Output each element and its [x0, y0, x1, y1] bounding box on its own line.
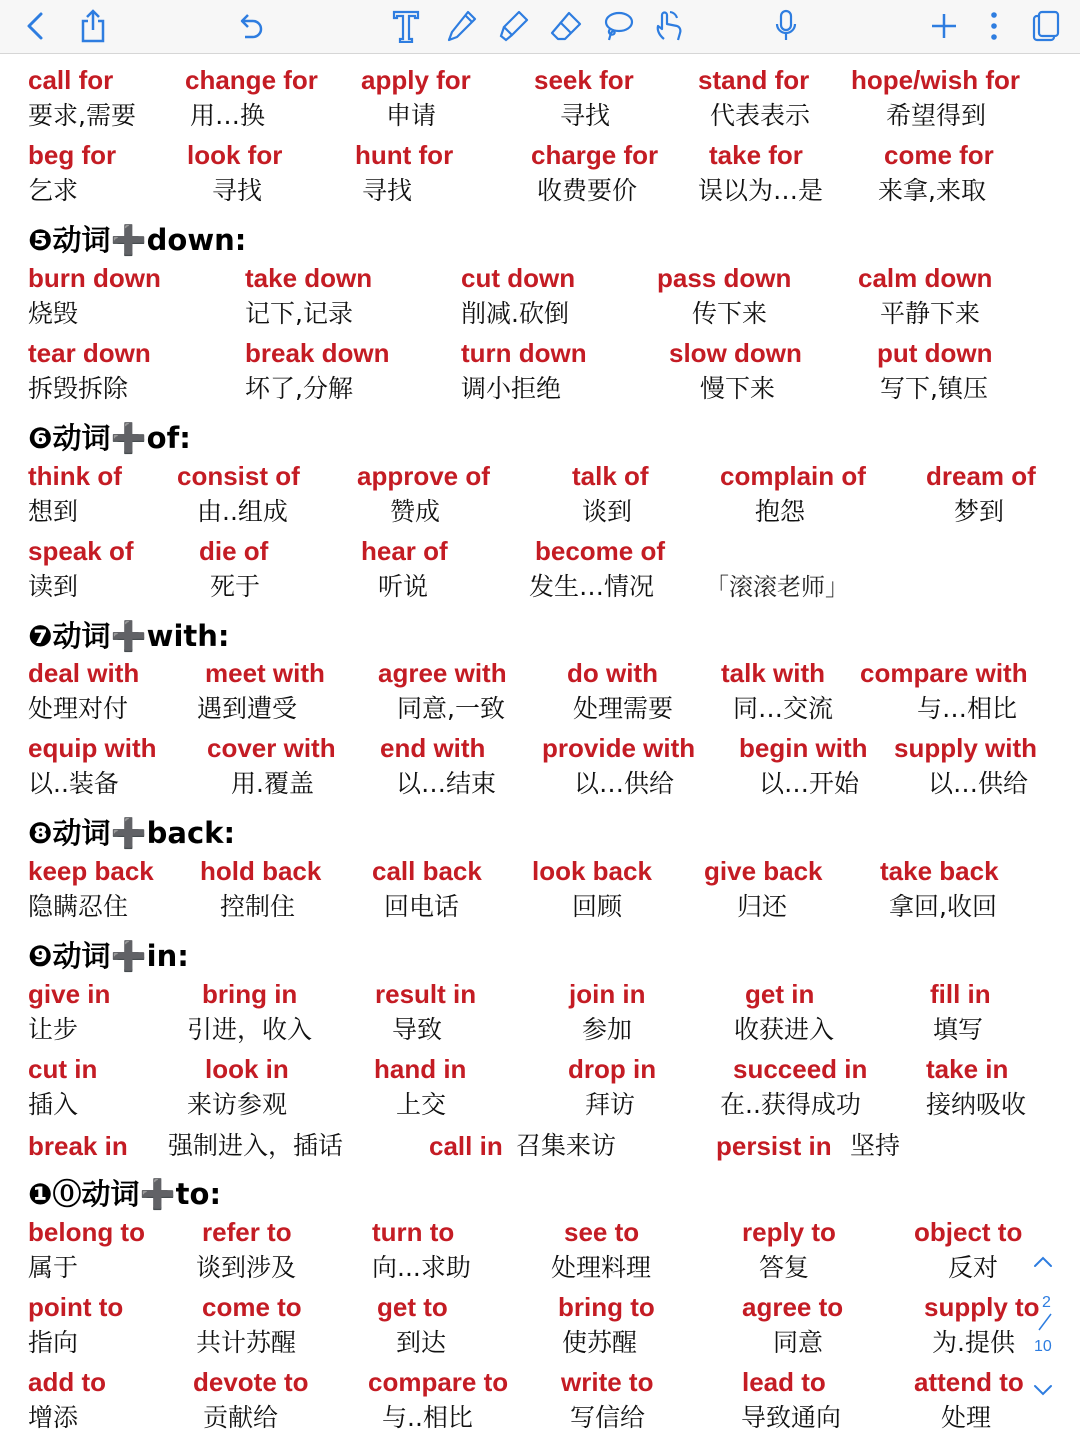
meaning-row	[0, 1012, 1080, 1048]
phrase-term: persist in	[716, 1131, 832, 1161]
section-heading: ❺动词➕down:	[28, 223, 247, 257]
phrase-term: slow down	[669, 338, 802, 368]
phrase-term: compare with	[860, 658, 1028, 688]
phrase-term: hunt for	[355, 140, 454, 170]
phrase-term: take for	[709, 140, 803, 170]
phrase-term: fill in	[930, 979, 991, 1009]
phrase-meaning: 传下来	[692, 299, 768, 328]
current-page-number: 2	[1042, 1294, 1051, 1311]
phrase-term: agree to	[742, 1292, 844, 1322]
back-icon[interactable]	[18, 6, 52, 46]
phrase-meaning: 以..装备	[28, 769, 119, 798]
phrase-term: cut down	[461, 263, 576, 293]
phrase-term: call for	[28, 65, 114, 95]
phrase-meaning: 在..获得成功	[720, 1090, 861, 1119]
phrase-term: attend to	[914, 1367, 1024, 1397]
phrase-meaning: 参加	[582, 1015, 633, 1044]
phrase-meaning: 代表表示	[710, 101, 811, 130]
hand-touch-icon[interactable]	[650, 6, 688, 46]
phrase-term: bring to	[558, 1292, 655, 1322]
phrase-row	[0, 1289, 1080, 1325]
phrase-row	[0, 1051, 1080, 1087]
phrase-meaning: 召集来访	[516, 1131, 617, 1160]
phrase-term: devote to	[193, 1367, 309, 1397]
phrase-meaning: 使苏醒	[562, 1328, 638, 1357]
meaning-row	[0, 1325, 1080, 1361]
phrase-meaning: 抱怨	[755, 497, 806, 526]
phrase-term: think of	[28, 461, 122, 491]
phrase-term: bring in	[202, 979, 298, 1009]
phrase-term: call back	[372, 856, 482, 886]
phrase-row	[0, 976, 1080, 1012]
phrase-term: point to	[28, 1292, 124, 1322]
phrase-term: complain of	[720, 461, 866, 491]
phrase-meaning: 属于	[28, 1253, 79, 1282]
phrase-term: dream of	[926, 461, 1036, 491]
phrase-meaning: 听说	[378, 572, 429, 601]
phrase-meaning: 收获进入	[734, 1015, 835, 1044]
phrase-meaning: 赞成	[390, 497, 441, 526]
phrase-meaning: 乞求	[28, 176, 79, 205]
phrase-meaning: 读到	[28, 572, 79, 601]
pen-icon[interactable]	[444, 6, 480, 46]
phrase-meaning: 坏了,分解	[245, 374, 353, 403]
phrase-meaning: 由..组成	[197, 497, 288, 526]
phrase-meaning: 来拿,来取	[878, 176, 986, 205]
phrase-term: give back	[704, 856, 823, 886]
undo-icon[interactable]	[230, 6, 270, 46]
phrase-term: come to	[202, 1292, 302, 1322]
phrase-term: provide with	[542, 733, 696, 763]
lasso-icon[interactable]	[598, 6, 638, 46]
phrase-term: result in	[375, 979, 477, 1009]
phrase-term: calm down	[858, 263, 993, 293]
phrase-meaning: 申请	[386, 101, 437, 130]
phrase-meaning: 插入	[28, 1090, 79, 1119]
phrase-term: keep back	[28, 856, 154, 886]
page-divider-icon	[1036, 1312, 1054, 1332]
phrase-meaning: 处理需要	[573, 694, 674, 723]
phrase-term: call in	[429, 1131, 503, 1161]
phrase-row	[0, 730, 1080, 766]
phrase-meaning: 增添	[28, 1403, 79, 1432]
phrase-term: refer to	[202, 1217, 292, 1247]
phrase-row	[0, 260, 1080, 296]
meaning-row	[0, 173, 1080, 209]
phrase-term: drop in	[568, 1054, 657, 1084]
phrase-meaning: 寻找	[212, 176, 263, 205]
phrase-term: seek for	[534, 65, 634, 95]
phrase-term: supply to	[924, 1292, 1040, 1322]
phrase-term: write to	[561, 1367, 654, 1397]
phrase-term: talk of	[572, 461, 649, 491]
phrase-term: hear of	[361, 536, 448, 566]
phrase-term: join in	[569, 979, 646, 1009]
phrase-row	[0, 533, 1080, 569]
phrase-term: compare to	[368, 1367, 509, 1397]
phrase-meaning: 拿回,收回	[889, 892, 997, 921]
phrase-meaning: 误以为…是	[698, 176, 824, 205]
phrase-meaning: 强制进入，插话	[168, 1131, 344, 1160]
phrase-row	[0, 853, 1080, 889]
phrase-meaning: 处理料理	[551, 1253, 652, 1282]
meaning-row	[0, 766, 1080, 802]
text-tool-icon[interactable]	[388, 6, 424, 46]
phrase-term: look in	[205, 1054, 289, 1084]
phrase-meaning: 与…相比	[917, 694, 1018, 723]
phrase-term: approve of	[357, 461, 490, 491]
phrase-term: end with	[380, 733, 486, 763]
phrase-meaning: 贡献给	[203, 1403, 279, 1432]
meaning-row	[0, 569, 1080, 605]
phrase-meaning: 与..相比	[382, 1403, 473, 1432]
phrase-meaning: 同意,一致	[397, 694, 505, 723]
section-heading: ❻动词➕of:	[28, 421, 191, 455]
phrase-meaning: 坚持	[850, 1131, 901, 1160]
phrase-meaning: 导致通向	[741, 1403, 842, 1432]
phrase-meaning: 控制住	[220, 892, 296, 921]
toolbar	[0, 0, 1080, 54]
phrase-meaning: 反对	[948, 1253, 999, 1282]
phrase-meaning: 拆毁拆除	[28, 374, 129, 403]
phrase-term: reply to	[742, 1217, 836, 1247]
phrase-meaning: 记下,记录	[245, 299, 353, 328]
more-icon[interactable]	[982, 6, 1006, 46]
phrase-meaning: 同意	[773, 1328, 824, 1357]
phrase-meaning: 用…换	[190, 101, 266, 130]
phrase-meaning: 调小拒绝	[461, 374, 562, 403]
phrase-term: change for	[185, 65, 318, 95]
phrase-meaning: 上交	[396, 1090, 447, 1119]
phrase-term: equip with	[28, 733, 157, 763]
meaning-row	[0, 371, 1080, 407]
author-watermark: 「滚滚老师」	[705, 573, 849, 601]
phrase-meaning: 写信给	[570, 1403, 646, 1432]
phrase-term: hope/wish for	[851, 65, 1020, 95]
phrase-term: see to	[564, 1217, 640, 1247]
phrase-term: supply with	[894, 733, 1037, 763]
phrase-term: turn to	[372, 1217, 455, 1247]
phrase-term: stand for	[698, 65, 810, 95]
phrase-meaning: 以…供给	[928, 769, 1029, 798]
phrase-meaning: 要求,需要	[28, 101, 136, 130]
note-page[interactable]	[0, 56, 1080, 1440]
phrase-term: add to	[28, 1367, 106, 1397]
page-down-icon[interactable]	[1032, 1382, 1054, 1398]
phrase-meaning: 同…交流	[733, 694, 834, 723]
phrase-meaning: 导致	[392, 1015, 443, 1044]
phrase-term: beg for	[28, 140, 117, 170]
highlighter-icon[interactable]	[496, 6, 532, 46]
phrase-row	[0, 458, 1080, 494]
eraser-icon[interactable]	[548, 6, 584, 46]
phrase-meaning: 谈到	[582, 497, 633, 526]
meaning-row	[0, 494, 1080, 530]
phrase-meaning: 烧毁	[28, 299, 79, 328]
phrase-term: come for	[884, 140, 994, 170]
phrase-meaning: 寻找	[362, 176, 413, 205]
meaning-row	[0, 889, 1080, 925]
phrase-term: speak of	[28, 536, 134, 566]
phrase-meaning: 想到	[28, 497, 79, 526]
phrase-term: take down	[245, 263, 373, 293]
phrase-term: turn down	[461, 338, 587, 368]
phrase-meaning: 归还	[737, 892, 788, 921]
phrase-term: object to	[914, 1217, 1023, 1247]
phrase-meaning: 填写	[933, 1015, 984, 1044]
phrase-term: tear down	[28, 338, 151, 368]
phrase-meaning: 以…开始	[759, 769, 860, 798]
phrase-meaning: 接纳吸收	[926, 1090, 1027, 1119]
phrase-term: give in	[28, 979, 111, 1009]
phrase-term: break in	[28, 1131, 128, 1161]
phrase-term: do with	[567, 658, 658, 688]
phrase-meaning: 削减.砍倒	[461, 299, 569, 328]
phrase-meaning: 谈到涉及	[196, 1253, 297, 1282]
phrase-term: lead to	[742, 1367, 826, 1397]
phrase-term: consist of	[177, 461, 300, 491]
phrase-term: charge for	[531, 140, 659, 170]
phrase-meaning: 寻找	[560, 101, 611, 130]
phrase-meaning: 处理对付	[28, 694, 129, 723]
phrase-meaning: 以…供给	[574, 769, 675, 798]
phrase-term: become of	[535, 536, 666, 566]
phrase-term: cut in	[28, 1054, 98, 1084]
phrase-term: talk with	[721, 658, 826, 688]
phrase-term: burn down	[28, 263, 161, 293]
section-heading: ❼动词➕with:	[28, 619, 230, 653]
inline-phrase-row	[0, 1128, 1080, 1164]
meaning-row	[0, 691, 1080, 727]
phrase-meaning: 遇到遭受	[197, 694, 298, 723]
phrase-term: get in	[745, 979, 815, 1009]
section-heading: ❶⓪动词➕to:	[28, 1177, 222, 1211]
phrase-meaning: 写下,镇压	[880, 374, 988, 403]
microphone-icon[interactable]	[768, 6, 804, 46]
phrase-row	[0, 1214, 1080, 1250]
phrase-term: hand in	[374, 1054, 467, 1084]
phrase-row	[0, 1364, 1080, 1400]
phrase-meaning: 以…结束	[396, 769, 497, 798]
phrase-term: look for	[187, 140, 283, 170]
phrase-meaning: 共计苏醒	[196, 1328, 297, 1357]
page-indicator[interactable]	[1022, 1240, 1066, 1410]
share-icon[interactable]	[76, 6, 110, 46]
phrase-term: belong to	[28, 1217, 145, 1247]
phrase-meaning: 让步	[28, 1015, 79, 1044]
phrase-term: die of	[199, 536, 269, 566]
phrase-meaning: 答复	[759, 1253, 810, 1282]
pages-icon[interactable]	[1026, 6, 1066, 46]
phrase-row	[0, 137, 1080, 173]
phrase-term: put down	[877, 338, 993, 368]
phrase-meaning: 来访参观	[187, 1090, 288, 1119]
phrase-meaning: 回顾	[572, 892, 623, 921]
phrase-term: pass down	[657, 263, 792, 293]
phrase-term: cover with	[207, 733, 336, 763]
phrase-term: meet with	[205, 658, 325, 688]
phrase-term: break down	[245, 338, 390, 368]
phrase-meaning: 隐瞒忍住	[28, 892, 129, 921]
phrase-meaning: 到达	[396, 1328, 447, 1357]
meaning-row	[0, 1400, 1080, 1436]
phrase-term: look back	[532, 856, 652, 886]
phrase-meaning: 平静下来	[880, 299, 981, 328]
phrase-term: hold back	[200, 856, 322, 886]
phrase-meaning: 死于	[210, 572, 261, 601]
phrase-term: get to	[377, 1292, 448, 1322]
phrase-term: begin with	[739, 733, 868, 763]
phrase-meaning: 为.提供	[932, 1328, 1015, 1357]
phrase-meaning: 希望得到	[886, 101, 987, 130]
add-icon[interactable]	[926, 6, 962, 46]
section-heading: ❽动词➕back:	[28, 816, 236, 850]
phrase-meaning: 指向	[28, 1328, 79, 1357]
phrase-meaning: 用.覆盖	[231, 769, 314, 798]
phrase-term: take in	[926, 1054, 1009, 1084]
phrase-meaning: 向...求助	[372, 1253, 471, 1282]
meaning-row	[0, 98, 1080, 134]
phrase-row	[0, 335, 1080, 371]
phrase-meaning: 引进，收入	[187, 1015, 313, 1044]
meaning-row	[0, 1250, 1080, 1286]
total-pages-number: 10	[1034, 1338, 1052, 1355]
phrase-term: succeed in	[733, 1054, 868, 1084]
phrase-term: apply for	[361, 65, 471, 95]
phrase-meaning: 慢下来	[700, 374, 776, 403]
phrase-meaning: 处理	[941, 1403, 992, 1432]
phrase-meaning: 回电话	[384, 892, 460, 921]
phrase-row	[0, 62, 1080, 98]
phrase-term: agree with	[378, 658, 507, 688]
page-up-icon[interactable]	[1032, 1254, 1054, 1270]
phrase-meaning: 梦到	[954, 497, 1005, 526]
meaning-row	[0, 1087, 1080, 1123]
phrase-term: deal with	[28, 658, 140, 688]
meaning-row	[0, 296, 1080, 332]
phrase-meaning: 拜访	[585, 1090, 636, 1119]
phrase-meaning: 发生…情况	[529, 572, 655, 601]
section-heading: ❾动词➕in:	[28, 939, 189, 973]
phrase-row	[0, 655, 1080, 691]
phrase-term: take back	[880, 856, 999, 886]
phrase-meaning: 收费要价	[537, 176, 638, 205]
